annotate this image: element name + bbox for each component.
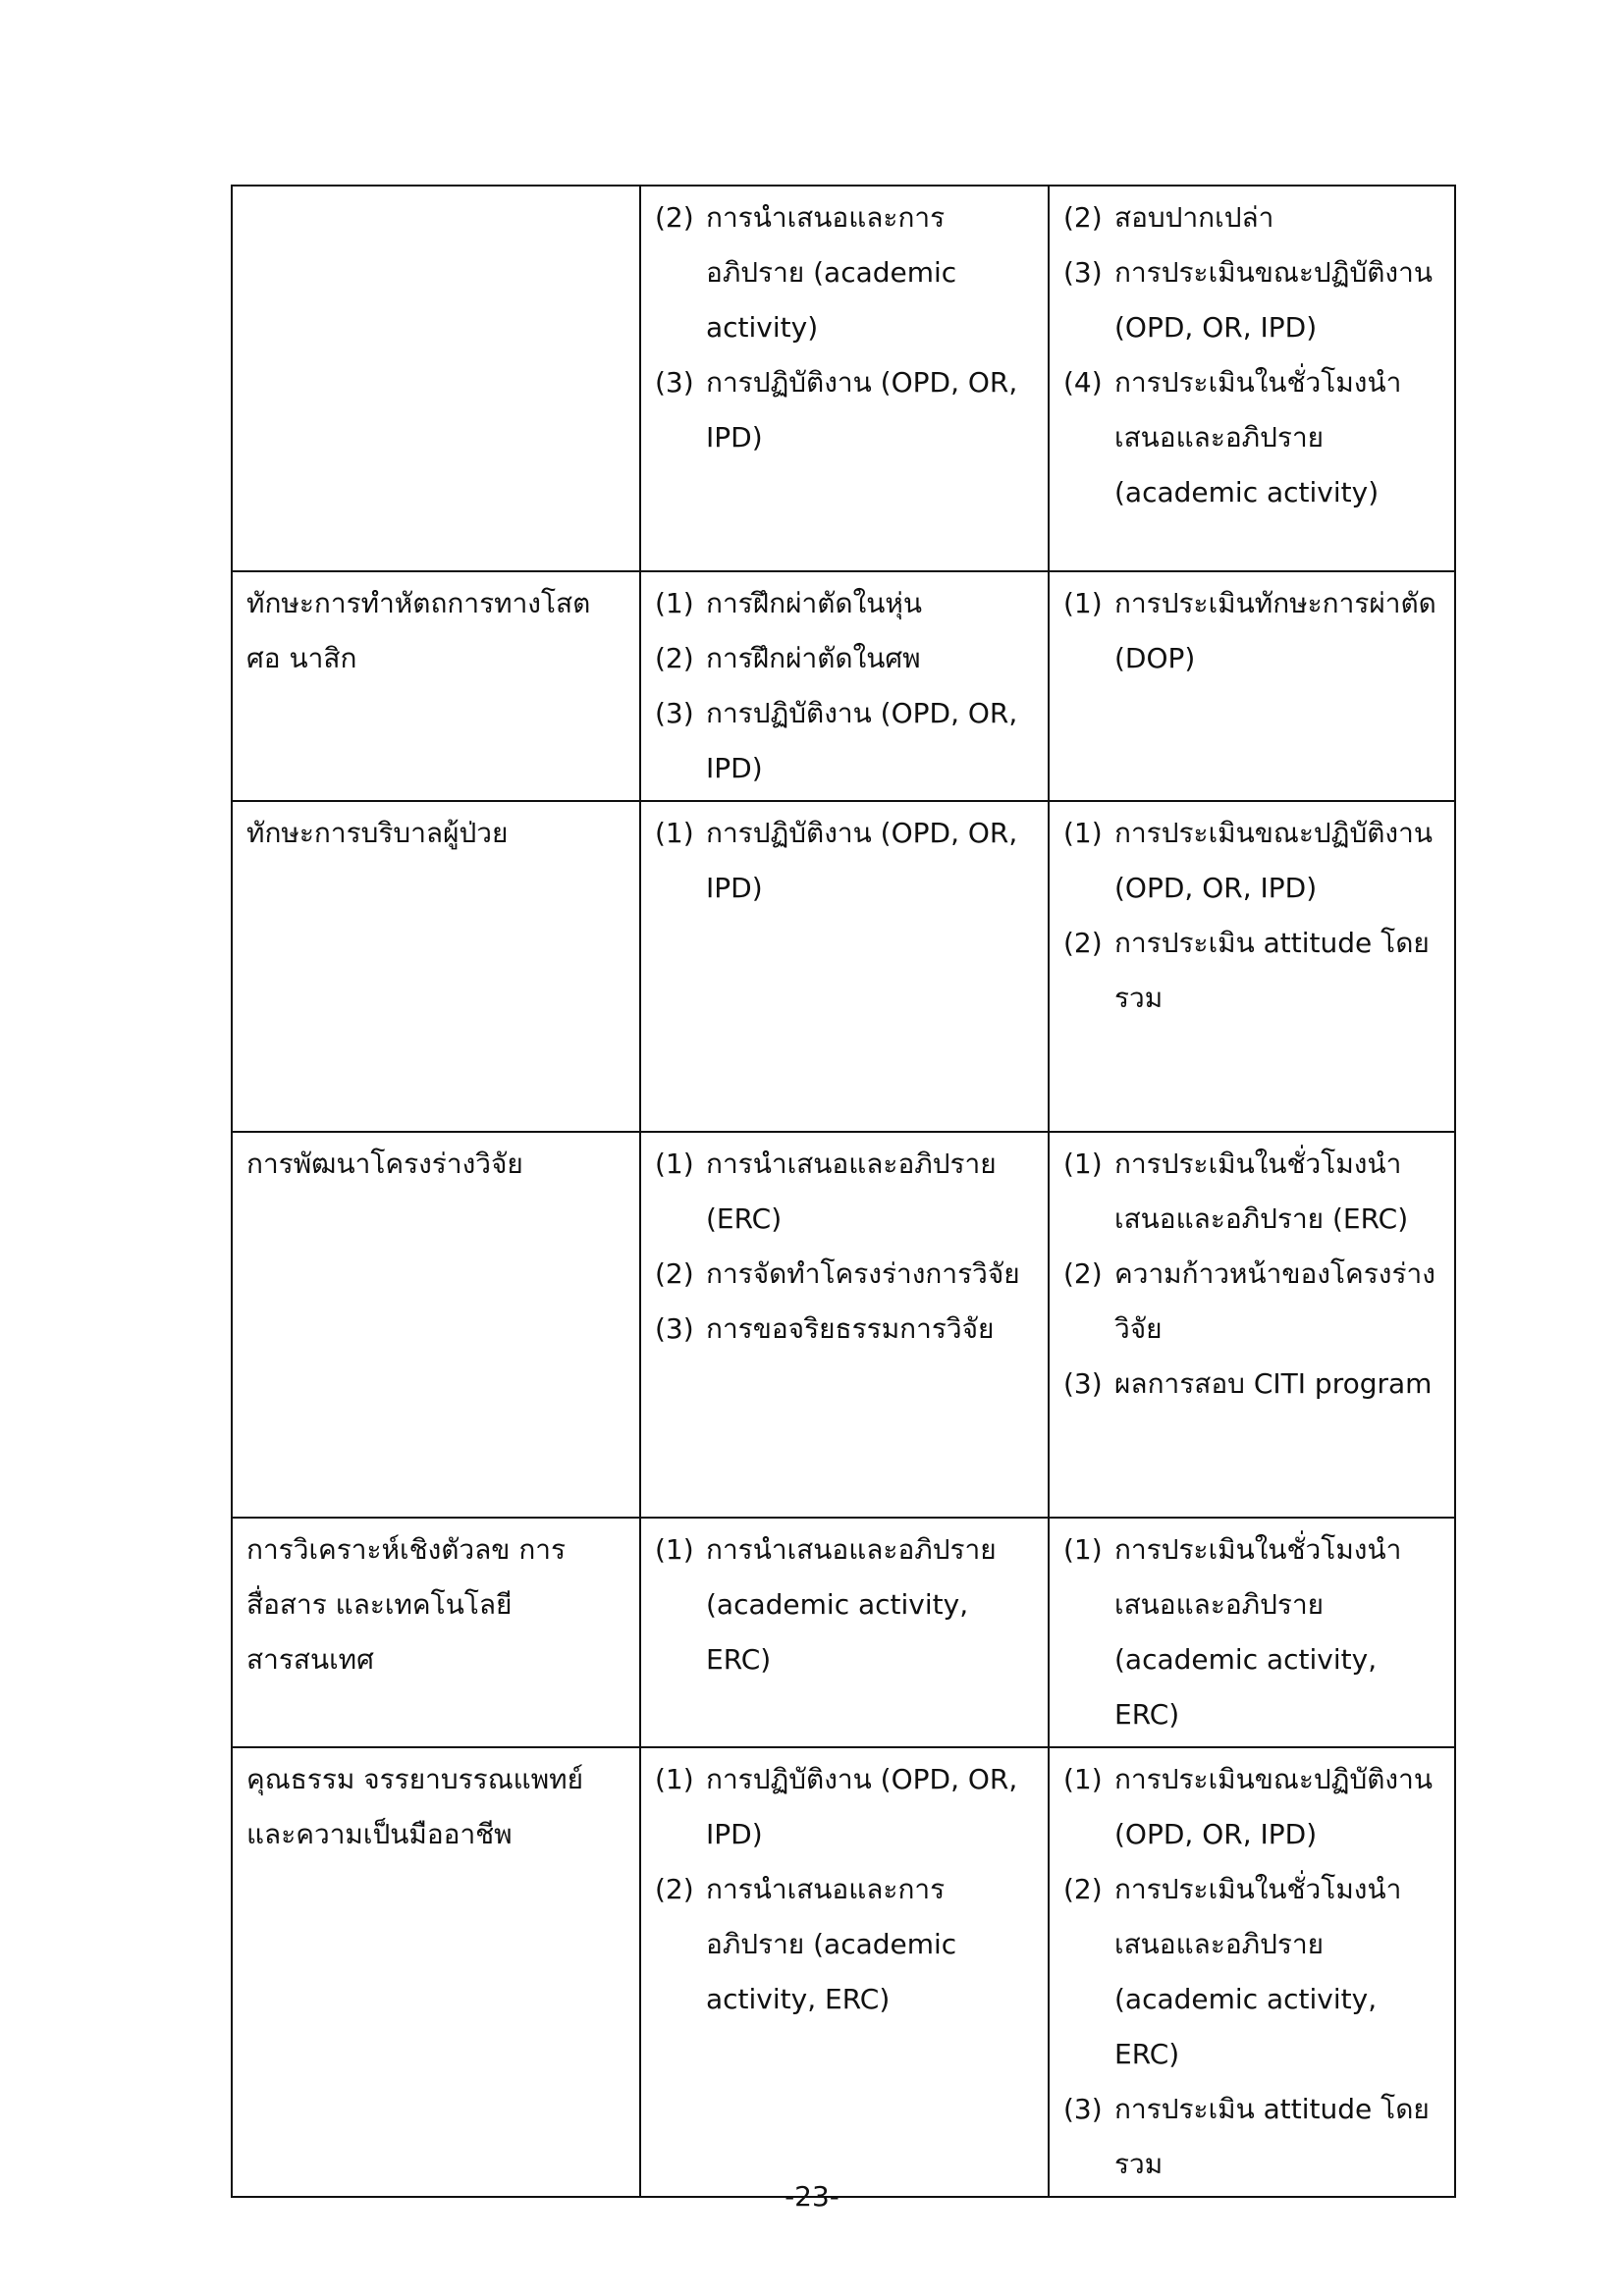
item-number: (1): [655, 587, 694, 619]
page-number: -23-: [785, 2180, 839, 2213]
item-number: (2): [1063, 1873, 1103, 1905]
topic-cell: [232, 1518, 640, 1747]
list-item: [1063, 1247, 1444, 1357]
assessment-cell: [1049, 186, 1455, 571]
item-number: (1): [655, 817, 694, 849]
item-number: (1): [1063, 587, 1103, 619]
item-number: (3): [1063, 256, 1103, 289]
topic-text: การวิเคราะห์เชิงตัวลข การสื่อสาร และเทคโนโลยีสารสนเทศ: [246, 1533, 567, 1676]
topic-cell: [232, 571, 640, 801]
topic-text: การพัฒนาโครงร่างวิจัย: [246, 1148, 523, 1180]
topic-cell: [232, 1747, 640, 2197]
list-item: [1063, 916, 1444, 1026]
list-item: [655, 1302, 1038, 1357]
assessment-list: [1063, 806, 1444, 1026]
item-number: (3): [655, 366, 694, 399]
item-number: (1): [655, 1533, 694, 1566]
item-text: การประเมินในชั่วโมงนำเสนอและอภิปราย (academic activity, ERC): [1114, 1873, 1402, 2070]
item-text: การนำเสนอและการอภิปราย (academic activity): [706, 201, 957, 344]
curriculum-table: [231, 185, 1456, 2198]
methods-cell: [640, 1747, 1049, 2197]
methods-list: [655, 1137, 1038, 1357]
item-number: (1): [1063, 1148, 1103, 1180]
item-text: การปฏิบัติงาน (OPD, OR, IPD): [706, 697, 1018, 784]
item-text: การฝึกผ่าตัดในศพ: [706, 642, 921, 674]
item-text: การจัดทำโครงร่างการวิจัย: [706, 1257, 1020, 1290]
methods-cell: [640, 1132, 1049, 1518]
item-number: (3): [655, 1312, 694, 1345]
item-text: การปฏิบัติงาน (OPD, OR, IPD): [706, 1763, 1018, 1850]
assessment-cell: [1049, 801, 1455, 1132]
list-item: [1063, 245, 1444, 355]
assessment-cell: [1049, 1747, 1455, 2197]
list-item: [1063, 1357, 1444, 1412]
item-number: (2): [655, 1257, 694, 1290]
item-text: การนำเสนอและอภิปราย (academic activity, ERC): [706, 1533, 997, 1676]
item-text: การขอจริยธรรมการวิจัย: [706, 1312, 995, 1345]
list-item: [1063, 190, 1444, 245]
assessment-list: [1063, 1522, 1444, 1742]
list-item: [655, 1862, 1038, 2027]
item-text: การปฏิบัติงาน (OPD, OR, IPD): [706, 817, 1018, 904]
methods-list: [655, 576, 1038, 796]
item-number: (3): [1063, 1367, 1103, 1400]
item-number: (2): [655, 201, 694, 234]
item-text: สอบปากเปล่า: [1114, 201, 1274, 234]
table-body: [232, 186, 1455, 2197]
item-text: ผลการสอบ CITI program: [1114, 1367, 1433, 1400]
item-number: (3): [1063, 2093, 1103, 2125]
table-row: [232, 1747, 1455, 2197]
list-item: [1063, 2082, 1444, 2192]
item-text: การประเมินขณะปฏิบัติงาน (OPD, OR, IPD): [1114, 1763, 1433, 1850]
item-text: การประเมินในชั่วโมงนำเสนอและอภิปราย (academic activity): [1114, 366, 1402, 508]
list-item: [655, 1247, 1038, 1302]
table-row: [232, 1132, 1455, 1518]
methods-cell: [640, 1518, 1049, 1747]
list-item: [1063, 1862, 1444, 2082]
item-number: (2): [1063, 1257, 1103, 1290]
list-item: [655, 806, 1038, 916]
item-text: การนำเสนอและการอภิปราย (academic activity, ERC): [706, 1873, 957, 2015]
assessment-list: [1063, 1137, 1444, 1412]
item-text: การประเมินทักษะการผ่าตัด (DOP): [1114, 587, 1436, 674]
assessment-list: [1063, 190, 1444, 520]
item-number: (1): [1063, 1533, 1103, 1566]
methods-cell: [640, 186, 1049, 571]
item-number: (2): [655, 642, 694, 674]
item-text: ความก้าวหน้าของโครงร่างวิจัย: [1114, 1257, 1435, 1345]
list-item: [655, 686, 1038, 796]
list-item: [1063, 806, 1444, 916]
item-number: (2): [1063, 927, 1103, 959]
assessment-list: [1063, 1752, 1444, 2192]
item-text: การฝึกผ่าตัดในหุ่น: [706, 587, 922, 619]
item-number: (1): [655, 1148, 694, 1180]
list-item: [655, 355, 1038, 465]
item-number: (2): [655, 1873, 694, 1905]
methods-cell: [640, 801, 1049, 1132]
methods-list: [655, 1522, 1038, 1687]
item-text: การประเมินในชั่วโมงนำเสนอและอภิปราย (academic activity, ERC): [1114, 1533, 1402, 1731]
list-item: [655, 1137, 1038, 1247]
topic-text: ทักษะการบริบาลผู้ป่วย: [246, 817, 509, 849]
item-number: (1): [1063, 817, 1103, 849]
list-item: [1063, 576, 1444, 686]
item-number: (2): [1063, 201, 1103, 234]
list-item: [655, 190, 1038, 355]
topic-text: คุณธรรม จรรยาบรรณแพทย์ และความเป็นมืออาชีพ: [246, 1763, 584, 1850]
methods-cell: [640, 571, 1049, 801]
table-row: [232, 186, 1455, 571]
item-text: การประเมินขณะปฏิบัติงาน (OPD, OR, IPD): [1114, 256, 1433, 344]
item-number: (4): [1063, 366, 1103, 399]
assessment-cell: [1049, 1518, 1455, 1747]
item-text: การประเมินขณะปฏิบัติงาน (OPD, OR, IPD): [1114, 817, 1433, 904]
list-item: [1063, 1522, 1444, 1742]
item-text: การนำเสนอและอภิปราย (ERC): [706, 1148, 997, 1235]
list-item: [1063, 1752, 1444, 1862]
item-text: การปฏิบัติงาน (OPD, OR, IPD): [706, 366, 1018, 454]
methods-list: [655, 190, 1038, 465]
topic-cell: [232, 1132, 640, 1518]
topic-cell: [232, 801, 640, 1132]
table-row: [232, 1518, 1455, 1747]
list-item: [655, 1752, 1038, 1862]
list-item: [1063, 355, 1444, 520]
item-number: (1): [1063, 1763, 1103, 1795]
topic-cell: [232, 186, 640, 571]
list-item: [1063, 1137, 1444, 1247]
assessment-cell: [1049, 1132, 1455, 1518]
item-text: การประเมินในชั่วโมงนำเสนอและอภิปราย (ERC): [1114, 1148, 1409, 1235]
item-number: (3): [655, 697, 694, 729]
item-number: (1): [655, 1763, 694, 1795]
topic-text: ทักษะการทำหัตถการทางโสต ศอ นาสิก: [246, 587, 591, 674]
list-item: [655, 631, 1038, 686]
methods-list: [655, 806, 1038, 916]
list-item: [655, 1522, 1038, 1687]
item-text: การประเมิน attitude โดยรวม: [1114, 2093, 1430, 2180]
table-row: [232, 571, 1455, 801]
methods-list: [655, 1752, 1038, 2027]
list-item: [655, 576, 1038, 631]
item-text: การประเมิน attitude โดยรวม: [1114, 927, 1430, 1014]
assessment-list: [1063, 576, 1444, 686]
table-row: [232, 801, 1455, 1132]
assessment-cell: [1049, 571, 1455, 801]
